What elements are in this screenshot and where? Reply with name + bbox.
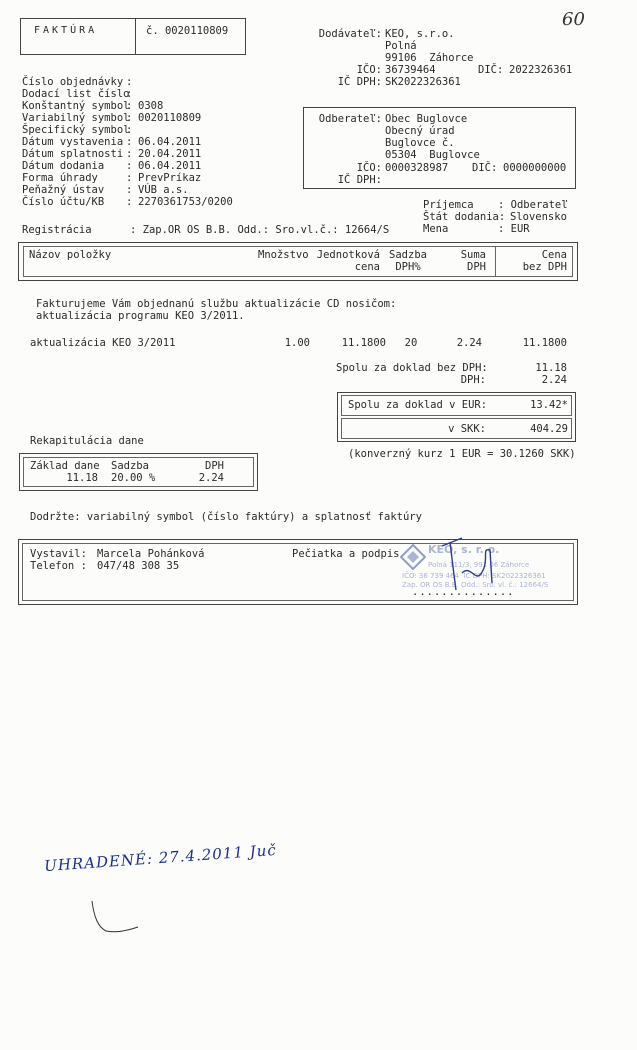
supplier-label: Dodávateľ: [318, 28, 382, 40]
order-info-value: 0020110809 [138, 112, 202, 124]
order-info-separator: : [126, 100, 139, 112]
customer-dic-label: DIČ: [472, 162, 498, 174]
order-info-row [22, 100, 163, 112]
total-without-vat: 11.18 [535, 362, 567, 374]
order-info-label: Konštantný symbol [22, 100, 130, 112]
supplier-name: KEO, s.r.o. [385, 28, 455, 40]
stamp-label: Pečiatka a podpis [292, 548, 400, 560]
recap-title: Rekapitulácia dane [30, 435, 144, 447]
description-line2: aktualizácia programu KEO 3/2011. [36, 310, 245, 322]
order-info-label: Číslo účtu/KB [22, 196, 105, 208]
col-rate1: Sadzba [389, 249, 427, 261]
invoice-title: FAKTÚRA [34, 25, 98, 36]
total-skk-label: v SKK: [448, 423, 486, 435]
state-label: Štát dodania: [423, 211, 506, 223]
stamp-line2: IČO: 36 739 464 IČ DPH: SK2022326361 [402, 572, 546, 580]
customer-label: Odberateľ: [318, 113, 382, 125]
item-unit-price: 11.1800 [341, 337, 386, 349]
order-info-separator: : [126, 124, 139, 136]
registration-value: : Zap.OR OS B.B. Odd.: Sro.vl.č.: 12664/S [130, 224, 390, 236]
recap-h-rate: Sadzba [111, 460, 149, 472]
customer-dic: 0000000000 [503, 162, 567, 174]
order-info-value: 0308 [138, 100, 164, 112]
registration-label: Registrácia [22, 224, 92, 236]
order-info-separator: : [126, 112, 139, 124]
state-value: Slovensko [510, 211, 567, 223]
col-sum2: DPH [467, 261, 486, 273]
phone: 047/48 308 35 [97, 560, 180, 572]
order-info-label: Špecifický symbol [22, 124, 130, 136]
total-skk: 404.29 [530, 423, 568, 435]
col-qty: Množstvo [258, 249, 309, 261]
recap-h-base: Základ dane [30, 460, 100, 472]
supplier-ico: 36739464 [385, 64, 436, 76]
customer-icdph-label: IČ DPH: [337, 174, 382, 186]
customer-ico-label: IČO: [356, 162, 382, 174]
order-info-label: Dátum splatnosti [22, 148, 124, 160]
recap-rate: 20.00 % [111, 472, 156, 484]
col-unit1: Jednotková [316, 249, 380, 261]
item-vat: 2.24 [456, 337, 482, 349]
table-header-divider [495, 246, 496, 277]
order-info-value: VÚB a.s. [138, 184, 189, 196]
order-info-row [22, 88, 138, 100]
item-price: 11.1800 [522, 337, 567, 349]
item-name: aktualizácia KEO 3/2011 [30, 337, 176, 349]
customer-ico: 0000328987 [385, 162, 449, 174]
order-info-separator: : [126, 148, 139, 160]
recap-vat: 2.24 [198, 472, 224, 484]
total-vat: 2.24 [541, 374, 567, 386]
order-info-label: Dátum dodania [22, 160, 105, 172]
currency: EUR [510, 223, 530, 235]
total-eur-label: Spolu za doklad v EUR: [348, 399, 488, 411]
total-without-vat-label: Spolu za doklad bez DPH: [336, 362, 488, 374]
order-info-row [22, 76, 138, 88]
order-info-separator: : [126, 196, 139, 208]
order-info-value: PrevPríkaz [138, 172, 202, 184]
order-info-label: Dátum vystavenia [22, 136, 124, 148]
order-info-value: 06.04.2011 [138, 160, 202, 172]
customer-line2: Obecný úrad [385, 125, 455, 137]
col-name: Názov položky [29, 249, 112, 261]
customer-line1: Obec Buglovce [385, 113, 468, 125]
col-price1: Cena [541, 249, 567, 261]
order-info-row [22, 124, 138, 136]
order-info-separator: : [126, 136, 139, 148]
order-info-separator: : [126, 76, 139, 88]
supplier-icdph: SK2022326361 [385, 76, 461, 88]
currency-value: : EUR [498, 223, 530, 235]
order-info-row [22, 172, 201, 184]
stamp-line1: Polná 111/3, 991 06 Záhorce [428, 561, 530, 569]
customer-line4: 05304 Buglovce [385, 149, 480, 161]
order-info-value: 20.04.2011 [138, 148, 202, 160]
signature-scribble [432, 528, 522, 598]
recipient-value: : Odberateľ [498, 199, 568, 211]
recap-base: 11.18 [66, 472, 98, 484]
order-info-row [22, 136, 201, 148]
col-sum1: Suma [460, 249, 486, 261]
order-info-row [22, 160, 201, 172]
supplier-ico-label: IČO: [356, 64, 382, 76]
order-info-row [22, 184, 189, 196]
supplier-icdph-label: IČ DPH: [337, 76, 382, 88]
supplier-dic-label: DIČ: [478, 64, 504, 76]
recipient-label: Príjemca [423, 199, 474, 211]
order-info-label: Číslo objednávky [22, 76, 124, 88]
page-note: 60 [562, 9, 585, 30]
order-info-label: Dodací list číslo [22, 88, 130, 100]
currency-label: Mena [423, 223, 449, 235]
customer-line3: Buglovce č. [385, 137, 455, 149]
stamp-logo-icon [400, 544, 426, 570]
stamp-name: KEO, s. r. o. [428, 543, 500, 556]
invoice-number: č. 0020110809 [146, 25, 229, 37]
description-line1: Fakturujeme Vám objednanú službu aktualizácie CD nosičom: [36, 298, 397, 310]
supplier-street: Polná [385, 40, 417, 52]
order-info-separator: : [126, 88, 139, 100]
order-info-separator: : [126, 160, 139, 172]
order-info-separator: : [126, 184, 139, 196]
col-price2: bez DPH [522, 261, 567, 273]
order-info-value: 2270361753/0200 [138, 196, 233, 208]
total-vat-label: DPH: [460, 374, 486, 386]
supplier-city: 99106 Záhorce [385, 52, 474, 64]
order-info-label: Variabilný symbol [22, 112, 130, 124]
stamp-line3: Zap. OR OS B.B. Odd.: Sro. vl. č.: 12664/S [402, 581, 549, 589]
payment-notice: Dodržte: variabilný symbol (číslo faktúry) a splatnosť faktúry [30, 511, 422, 523]
phone-label: Telefon : [30, 560, 87, 572]
supplier-dic: 2022326361 [509, 64, 573, 76]
pen-mark [86, 895, 146, 945]
order-info-separator: : [126, 172, 139, 184]
col-rate2: DPH% [395, 261, 421, 273]
recap-h-vat: DPH [205, 460, 224, 472]
recipient-prijemca: Odberateľ [510, 199, 568, 211]
order-info-row [22, 112, 201, 124]
exchange-rate-note: (konverzný kurz 1 EUR = 30.1260 SKK) [348, 448, 576, 460]
col-unit2: cena [354, 261, 380, 273]
signature-dots: .............. [412, 586, 515, 598]
issued-label: Vystavil: [30, 548, 87, 560]
order-info-label: Peňažný ústav [22, 184, 105, 196]
order-info-label: Forma úhrady [22, 172, 98, 184]
total-eur: 13.42* [530, 399, 568, 411]
order-info-value: 06.04.2011 [138, 136, 202, 148]
item-rate: 20 [404, 337, 418, 349]
order-info-row [22, 148, 201, 160]
item-qty: 1.00 [284, 337, 310, 349]
handwritten-received: UHRADENÉ: 27.4.2011 Juč [43, 840, 278, 876]
issued-by: Marcela Pohánková [97, 548, 205, 560]
order-info-row [22, 196, 233, 208]
